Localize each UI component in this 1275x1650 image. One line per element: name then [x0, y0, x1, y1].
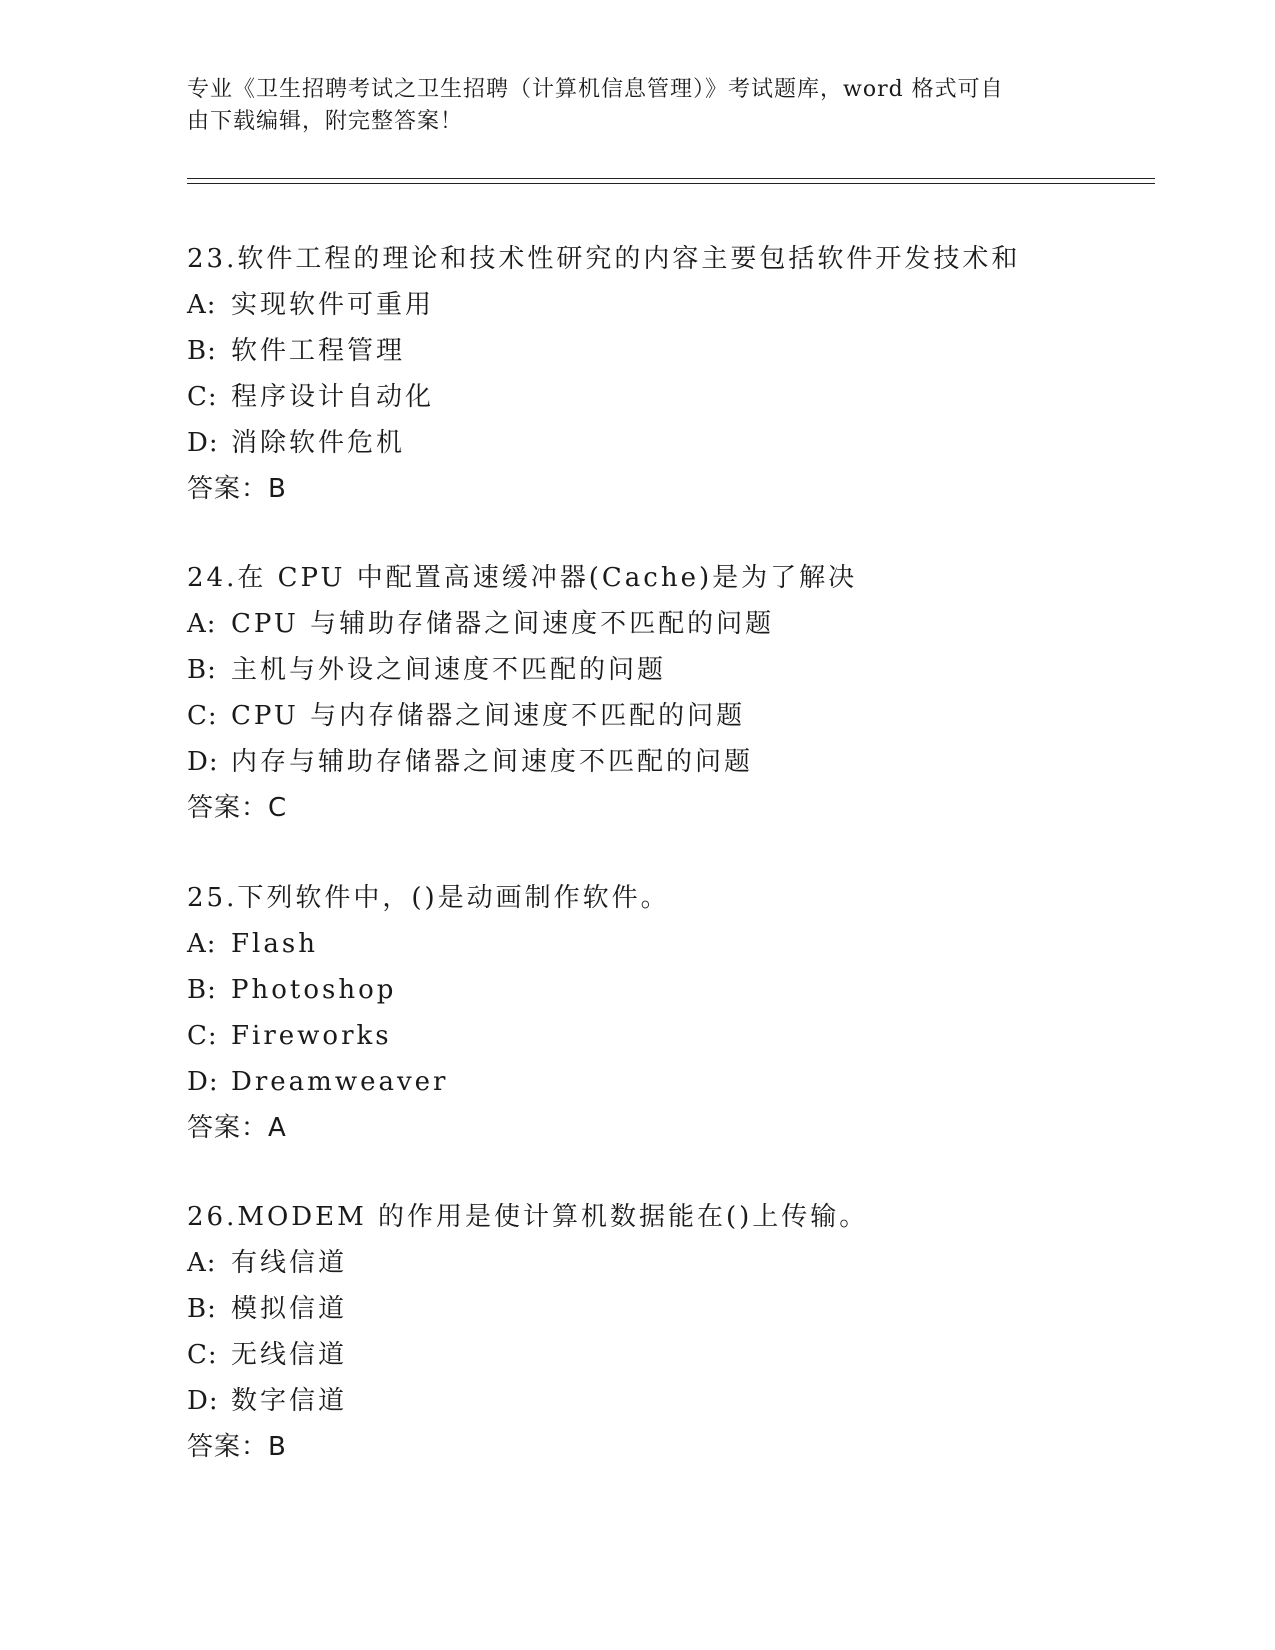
option-letter: A: — [187, 609, 217, 639]
option-text: 消除软件危机 — [231, 428, 406, 458]
option-text: 程序设计自动化 — [231, 382, 435, 412]
option-b — [187, 967, 1147, 1013]
option-letter: A: — [187, 929, 217, 959]
question-25 — [187, 875, 1147, 1151]
option-letter: D: — [187, 747, 219, 777]
option-d — [187, 420, 1147, 466]
question-24 — [187, 555, 1147, 831]
option-a — [187, 282, 1147, 328]
option-c — [187, 1332, 1147, 1378]
question-stem: 26.MODEM 的作用是使计算机数据能在()上传输。 — [187, 1202, 869, 1232]
option-d — [187, 1378, 1147, 1424]
header-line-2: 由下载编辑，附完整答案！ — [187, 109, 464, 134]
question-stem: 23.软件工程的理论和技术性研究的内容主要包括软件开发技术和 — [187, 244, 1021, 274]
option-text: 内存与辅助存储器之间速度不匹配的问题 — [231, 747, 754, 777]
option-text: Flash — [231, 929, 318, 959]
question-stem: 24.在 CPU 中配置高速缓冲器(Cache)是为了解决 — [187, 563, 858, 593]
option-a — [187, 601, 1147, 647]
option-text: Photoshop — [231, 975, 397, 1005]
option-c — [187, 374, 1147, 420]
option-letter: D: — [187, 1067, 219, 1097]
option-b — [187, 328, 1147, 374]
option-letter: A: — [187, 290, 217, 320]
option-letter: B: — [187, 1294, 217, 1324]
option-letter: B: — [187, 655, 217, 685]
question-stem: 25.下列软件中，()是动画制作软件。 — [187, 883, 670, 913]
option-text: 主机与外设之间速度不匹配的问题 — [231, 655, 667, 685]
option-text: 有线信道 — [231, 1248, 348, 1278]
option-d — [187, 739, 1147, 785]
option-letter: D: — [187, 428, 219, 458]
option-letter: B: — [187, 336, 217, 366]
answer-line: 答案：C — [187, 793, 288, 823]
option-text: Dreamweaver — [231, 1067, 449, 1097]
option-text: 软件工程管理 — [231, 336, 406, 366]
option-text: Fireworks — [231, 1021, 392, 1051]
option-text: CPU 与辅助存储器之间速度不匹配的问题 — [231, 609, 775, 639]
answer-line: 答案：B — [187, 1432, 287, 1462]
option-a — [187, 921, 1147, 967]
option-text: 实现软件可重用 — [231, 290, 435, 320]
option-b — [187, 647, 1147, 693]
option-letter: B: — [187, 975, 217, 1005]
option-text: 模拟信道 — [231, 1294, 348, 1324]
header-divider-top — [187, 178, 1155, 179]
header-divider-bottom — [187, 183, 1155, 184]
option-text: CPU 与内存储器之间速度不匹配的问题 — [231, 701, 746, 731]
answer-line: 答案：B — [187, 474, 287, 504]
option-letter: C: — [187, 701, 218, 731]
option-d — [187, 1059, 1147, 1105]
option-letter: A: — [187, 1248, 217, 1278]
option-b — [187, 1286, 1147, 1332]
option-letter: C: — [187, 382, 218, 412]
option-letter: C: — [187, 1021, 218, 1051]
option-letter: C: — [187, 1340, 218, 1370]
option-a — [187, 1240, 1147, 1286]
question-23 — [187, 236, 1147, 512]
header-line-1: 专业《卫生招聘考试之卫生招聘（计算机信息管理）》考试题库，word 格式可自 — [187, 77, 1004, 102]
document-header — [187, 74, 1087, 138]
option-text: 数字信道 — [231, 1386, 348, 1416]
option-letter: D: — [187, 1386, 219, 1416]
option-c — [187, 1013, 1147, 1059]
question-26 — [187, 1194, 1147, 1470]
option-c — [187, 693, 1147, 739]
option-text: 无线信道 — [231, 1340, 348, 1370]
answer-line: 答案：A — [187, 1113, 287, 1143]
